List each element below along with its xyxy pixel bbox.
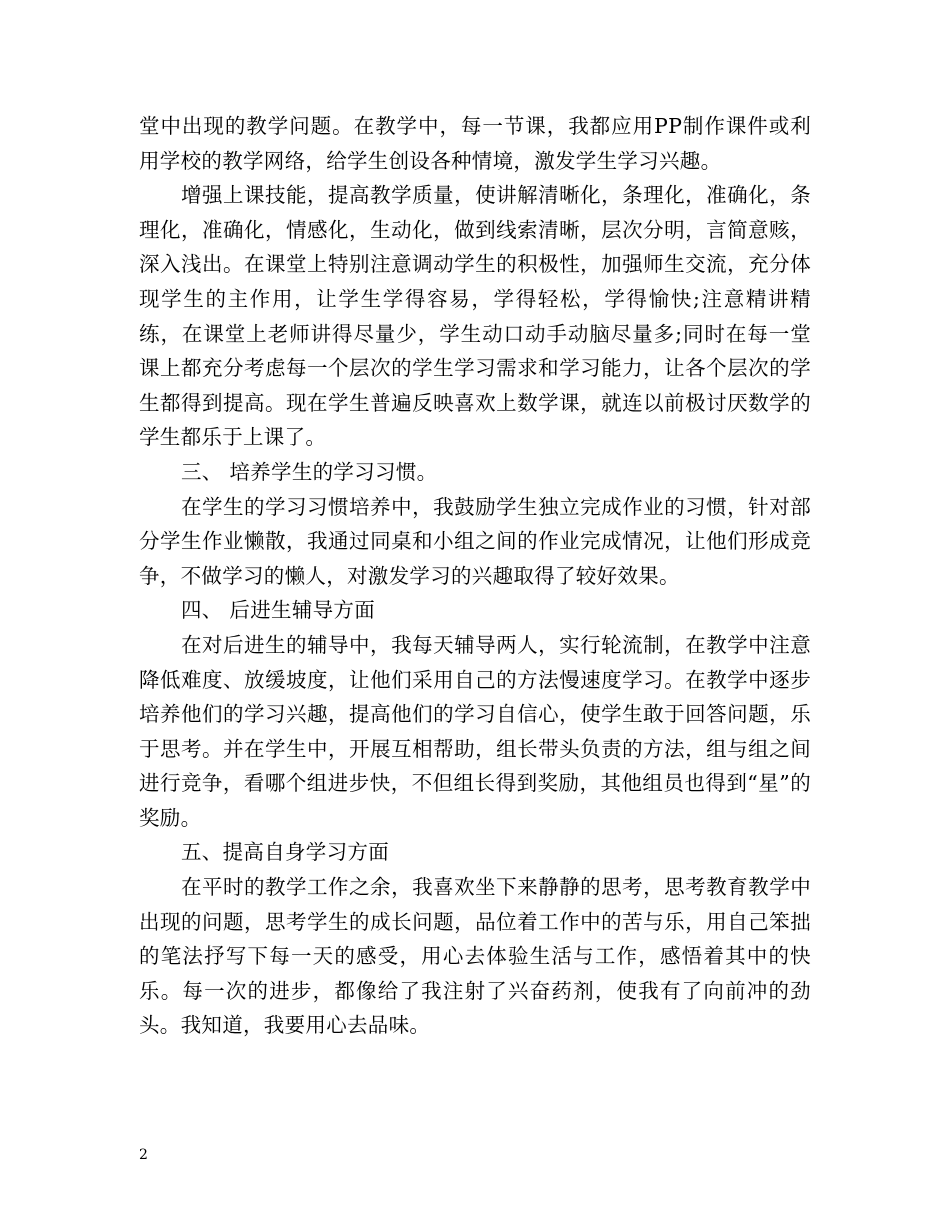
section-heading-self-improvement: 五、提高自身学习方面 xyxy=(181,840,389,865)
section-heading-study-habits: 三、 培养学生的学习习惯。 xyxy=(181,459,438,484)
document-body xyxy=(139,109,811,1043)
section-heading-underachiever-tutoring: 四、 后进生辅导方面 xyxy=(181,598,376,623)
paragraph-underachiever-tutoring: 在对后进生的辅导中，我每天辅导两人，实行轮流制，在教学中注意降低难度、放缓坡度，让他们采用自己的方法慢速度学习。在教学中逐步培养他们的学习兴趣，提高他们的学习自信心，使学生敢于回答问题，乐于思考。并在学生中，开展互相帮助，组长带头负责的方法，组与组之间进行竞争，看哪个组进步快，不但组长得到奖励，其他组员也得到“星”的奖励。 xyxy=(139,632,811,830)
paragraph-teaching-skills: 增强上课技能，提高教学质量，使讲解清晰化，条理化，准确化，条理化，准确化，情感化，生动化，做到线索清晰，层次分明，言简意赅，深入浅出。在课堂上特别注意调动学生的积极性，加强师生交流，充分体现学生的主作用，让学生学得容易，学得轻松，学得愉快;注意精讲精练，在课堂上老师讲得尽量少，学生动口动手动脑尽量多;同时在每一堂课上都充分考虑每一个层次的学生学习需求和学习能力，让各个层次的学生都得到提高。现在学生普遍反映喜欢上数学课，就连以前极讨厌数学的学生都乐于上课了。 xyxy=(139,183,811,450)
paragraph-self-improvement: 在平时的教学工作之余，我喜欢坐下来静静的思考，思考教育教学中出现的问题，思考学生的成长问题，品位着工作中的苦与乐，用自己笨拙的笔法抒写下每一天的感受，用心去体验生活与工作，感悟着其中的快乐。每一次的进步，都像给了我注射了兴奋药剂，使我有了向前冲的劲头。我知道，我要用心去品味。 xyxy=(139,875,811,1038)
paragraph-continuation: 堂中出现的教学问题。在教学中，每一节课，我都应用PP制作课件或利用学校的教学网络，给学生创设各种情境，激发学生学习兴趣。 xyxy=(139,114,811,173)
page-number: 2 xyxy=(139,1147,148,1163)
paragraph-study-habits: 在学生的学习习惯培养中，我鼓励学生独立完成作业的习惯，针对部分学生作业懒散，我通过同桌和小组之间的作业完成情况，让他们形成竞争，不做学习的懒人，对激发学习的兴趣取得了较好效果。 xyxy=(139,494,811,588)
